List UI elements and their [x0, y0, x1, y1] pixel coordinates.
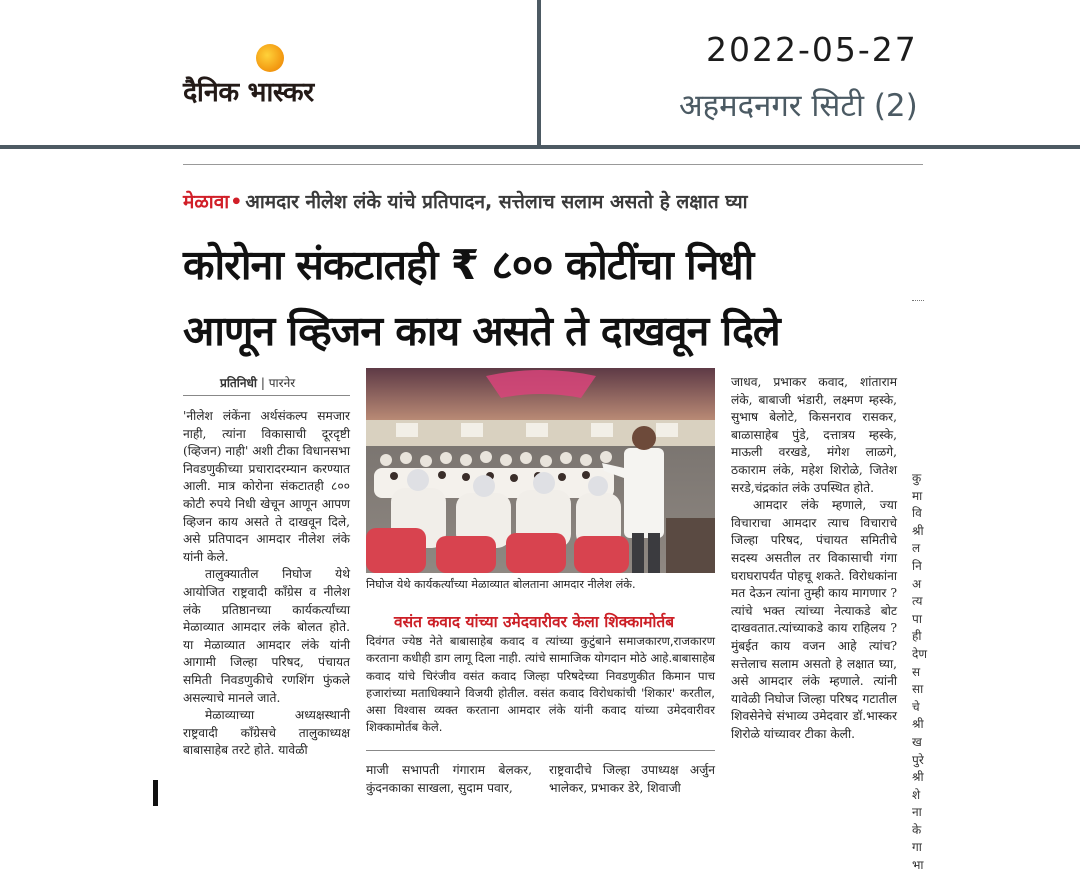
paragraph: जाधव, प्रभाकर कवाद, शांताराम लंके, बाबाजी भंडारी, लक्ष्मण म्हस्के, सुभाष बेलोटे, किसनराव रासकर, बाळासाहेब पुंडे, दत्तात्रय म्हस्के, माऊली वरखडे, मंगेश लाळगे, ठकाराम लंके, महेश शिरोळे, जितेश सरडे,चंद्रकांत लंके उपस्थित होते.	[731, 375, 897, 495]
adjacent-fragment-line: के	[912, 822, 922, 837]
adjacent-fragment-line: पुरे	[912, 752, 924, 767]
top-rule	[183, 164, 923, 165]
kicker-tag: मेळावा	[183, 191, 230, 213]
byline	[220, 374, 295, 391]
article-column-left	[183, 408, 350, 760]
adjacent-fragment-line: श्री	[912, 770, 924, 785]
adjacent-fragment-line: श्री	[912, 717, 924, 732]
byline-separator: |	[260, 376, 269, 390]
adjacent-fragment-line: सा	[912, 682, 924, 697]
adjacent-fragment-line: ल	[912, 541, 921, 556]
paragraph: मेळाव्याच्या अध्यक्षस्थानी राष्ट्रवादी काँग्रेसचे तालुकाध्यक्ष बाबासाहेब तरटे होते. यावेळी	[183, 708, 350, 758]
clipping-edge-mark	[153, 780, 158, 806]
adjacent-fragment-line: नि	[912, 558, 922, 573]
byline-author: प्रतिनिधी	[220, 376, 258, 390]
paragraph: 'नीलेश लंकेंना अर्थसंकल्प समजार नाही, त्यांना विकासाची दूरदृष्टी (व्हिजन) नाही' अशी टीका विधानसभा निवडणुकीच्या प्रचारादरम्यान करण्यात आली. मात्र कोरोना संकटातही ८०० कोटी रुपये निधी खेचून आणून आपण व्हिजन काय असते ते दाखवून दिले, असे प्रतिपादन आमदार नीलेश लंके यांनी केले.	[183, 409, 350, 564]
adjacent-fragment-line: कु	[912, 471, 922, 485]
adjacent-fragment-line: चे	[912, 699, 920, 714]
header-divider	[537, 0, 541, 147]
newspaper-clipping	[0, 150, 1080, 873]
adjacent-fragment-line: अ	[912, 576, 922, 591]
sun-logo-icon	[256, 44, 284, 72]
headline-line-1: कोरोना संकटातही ₹ ८०० कोटींचा निधी	[183, 241, 754, 289]
edition-date: 2022-05-27	[706, 30, 918, 69]
logo-text: दैनिक भास्कर	[183, 77, 314, 108]
sub-article-rule	[366, 750, 715, 751]
article-kicker	[183, 188, 903, 214]
adjacent-article-fragment	[912, 470, 932, 875]
edition-name: अहमदनगर सिटी (2)	[679, 88, 918, 124]
byline-place: पारनेर	[268, 376, 296, 390]
bullet-icon: •	[230, 191, 243, 213]
byline-rule	[183, 395, 350, 396]
adjacent-fragment-line: स	[912, 664, 921, 679]
page-header	[0, 0, 1080, 150]
adjacent-fragment-line: वि	[912, 506, 922, 521]
paragraph: आमदार लंके म्हणाले, ज्या विचाराचा आमदार त्याच विचाराचे जिल्हा परिषद, पंचायत समितीचे सदस्य असतील तर विकासाची गंगा घराघरापर्यंत पोहचू शकते. विरोधकांना मत देऊन त्यांना तुम्ही काय मागणार ? त्यांचे भक्त त्यांच्या नेत्याकडे बोट दाखवतात.त्यांच्याकडे काय राहिलय ? मुंबईत काय वजन आहे त्यांच? सत्तेलाच सलाम असतो हे लक्षात घ्या, असे आमदार लंके म्हणाले. त्यांनी यावेळी निघोज जिल्हा परिषद गटातील शिवसेनेचे संभाव्य उमेदवार डॉ.भास्कर शिरोळे यांच्यावर टीका केली.	[731, 498, 897, 741]
article-photo	[366, 368, 715, 573]
paragraph: तालुक्यातील निघोज येथे आयोजित राष्ट्रवादी काँग्रेस व नीलेश लंके प्रतिष्ठानच्या कार्यकर्त्यांच्या मेळाव्यात आमदार लंके बोलत होते. या मेळाव्यात आमदार लंके यांनी आगामी जिल्हा परिषद, पंचायत समिती निवडणुकीचे रणशिंग फुंकले असल्याचे मानले जाते.	[183, 567, 350, 705]
paragraph: राष्ट्रवादीचे जिल्हा उपाध्यक्ष अर्जुन भालेकर, प्रभाकर डेरे, शिवाजी	[549, 763, 715, 795]
headline-line-2: आणून व्हिजन काय असते ते दाखवून दिले	[183, 307, 780, 355]
adjacent-fragment-line: त्य	[912, 594, 923, 609]
adjacent-fragment-line: ख	[912, 734, 922, 749]
kicker-text: आमदार नीलेश लंके यांचे प्रतिपादन, सत्तेलाच सलाम असतो हे लक्षात घ्या	[245, 191, 748, 213]
adjacent-fragment-line: ही	[912, 629, 922, 644]
sub-article-body: दिवंगत ज्येष्ठ नेते बाबासाहेब कवाद व त्यांच्या कुटुंबाने समाजकारण,राजकारण करताना कधीही डाग लागू दिला नाही. त्यांचे सामाजिक योगदान मोठे आहे.बाबासाहेब कवाद यांचे चिरंजीव वसंत कवाद जिल्हा परिषदेच्या निवडणुकीत किमान पाच हजारांच्या मताधिक्याने विजयी होतील. वसंत कवाद विरोधकांची 'शिकार' करतील, असा विश्वास व्यक्त करताना आमदार लंके यांनी कवाद यांच्या उमेदवारीवर शिक्कामोर्तब केले.	[366, 634, 715, 735]
adjacent-fragment-line: ना	[912, 805, 922, 820]
photo-caption: निघोज येथे कार्यकर्त्यांच्या मेळाव्यात बोलताना आमदार नीलेश लंके.	[366, 578, 636, 591]
header-rule	[0, 145, 1080, 149]
newspaper-logo	[183, 42, 363, 112]
adjacent-fragment-line: भा	[912, 858, 924, 873]
paragraph: माजी सभापती गंगाराम बेलकर, कुंदनकाका साखला, सुदाम पवार,	[366, 763, 532, 795]
adjacent-fragment-line: देण	[912, 646, 928, 661]
article-column-right	[731, 374, 897, 743]
article-column-mid-a	[366, 762, 532, 797]
article-column-mid-b	[549, 762, 715, 797]
sub-headline: वसंत कवाद यांच्या उमेदवारीवर केला शिक्कामोर्तब	[394, 613, 675, 631]
adjacent-fragment-line: मा	[912, 488, 923, 503]
crowd-photo-image	[366, 368, 715, 573]
adjacent-fragment-line: पा	[912, 611, 922, 626]
adjacent-fragment-line: श्री	[912, 523, 924, 538]
adjacent-article-rule	[912, 300, 924, 301]
adjacent-fragment-line: गा	[912, 840, 922, 855]
adjacent-fragment-line: शे	[912, 787, 921, 802]
